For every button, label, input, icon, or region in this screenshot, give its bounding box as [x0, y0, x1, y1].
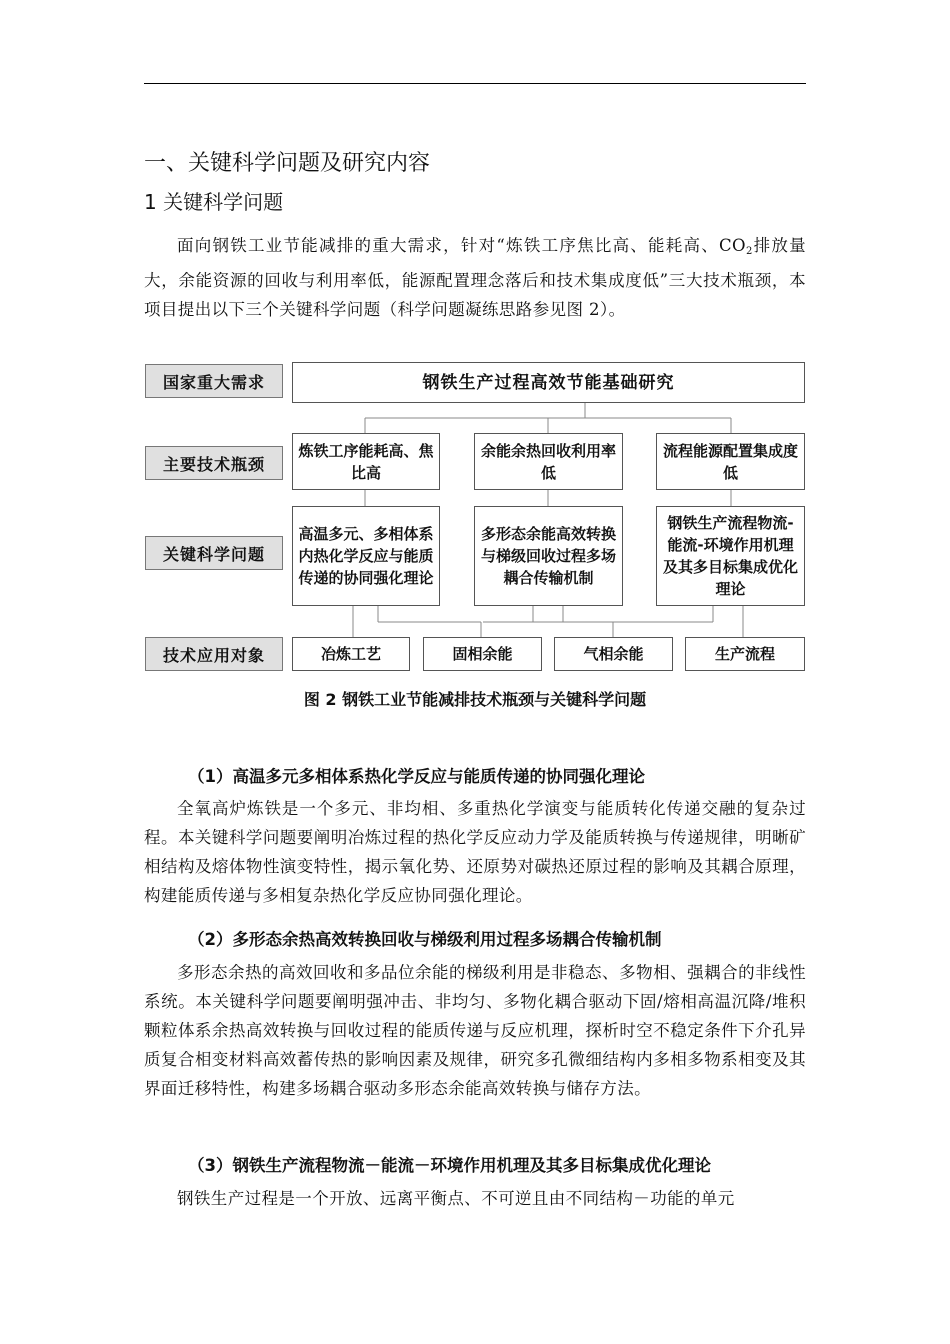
- section-title: 一、关键科学问题及研究内容: [144, 151, 431, 176]
- row-label-application: 技术应用对象: [145, 637, 283, 671]
- bottleneck-node-1: 炼铁工序能耗高、焦比高: [292, 433, 440, 490]
- figure-2-diagram: [143, 360, 808, 678]
- top-research-node: 钢铁生产过程高效节能基础研究: [292, 362, 805, 403]
- problem-2-body: 多形态余热的高效回收和多品位余能的梯级利用是非稳态、多物相、强耦合的非线性系统。本关键科学问题要阐明强冲击、非均匀、多物化耦合驱动下固/熔相高温沉降/堆积颗粒体系余热高效转换与回收过程的能质传递与反应机理，探析时空不稳定条件下介孔异质复合相变材料高效蓄传热的影响因素及规律，研究多孔微细结构内多相多物系相变及其界面迁移特性，构建多场耦合驱动多形态余能高效转换与储存方法。: [144, 963, 806, 1098]
- application-node-4: 生产流程: [685, 637, 805, 671]
- problem-1-heading: （1）高温多元多相体系热化学反应与能质传递的协同强化理论: [188, 767, 645, 786]
- intro-paragraph: [144, 231, 806, 324]
- co2-subscript: 2: [746, 246, 753, 257]
- problem-1-body: 全氧高炉炼铁是一个多元、非均相、多重热化学演变与能质转化传递交融的复杂过程。本关键科学问题要阐明冶炼过程的热化学反应动力学及能质转换与传递规律，明晰矿相结构及熔体物性演变特性，揭示氧化势、还原势对碳热还原过程的影响及其耦合原理，构建能质传递与多相复杂热化学反应协同强化理论。: [144, 799, 806, 905]
- row-label-national-demand: 国家重大需求: [145, 364, 283, 398]
- application-node-2: 固相余能: [423, 637, 542, 671]
- intro-text-after: 排放量大，余能资源的回收与利用率低，能源配置理念落后和技术集成度低”三大技术瓶颈，本项目提出以下三个关键科学问题（科学问题凝练思路参见图 2）。: [144, 236, 807, 319]
- figure-caption: 图 2 钢铁工业节能减排技术瓶颈与关键科学问题: [303, 690, 647, 709]
- problem-node-3: 钢铁生产流程物流-能流-环境作用机理及其多目标集成优化理论: [656, 506, 805, 606]
- bottleneck-node-3: 流程能源配置集成度低: [656, 433, 805, 490]
- problem-3-body: 钢铁生产过程是一个开放、远离平衡点、不可逆且由不同结构－功能的单元: [177, 1189, 735, 1208]
- row-label-tech-bottleneck: 主要技术瓶颈: [145, 446, 283, 480]
- problem-node-1: 高温多元、多相体系内热化学反应与能质传递的协同强化理论: [292, 506, 440, 606]
- bottleneck-node-2: 余能余热回收利用率低: [474, 433, 623, 490]
- intro-text-before: 面向钢铁工业节能减排的重大需求，针对“炼铁工序焦比高、能耗高、CO: [177, 236, 746, 255]
- problem-2-heading: （2）多形态余热高效转换回收与梯级利用过程多场耦合传输机制: [188, 930, 662, 949]
- header-rule: [144, 83, 806, 84]
- problem-3-heading: （3）钢铁生产流程物流－能流－环境作用机理及其多目标集成优化理论: [188, 1156, 711, 1175]
- application-node-1: 冶炼工艺: [292, 637, 410, 671]
- application-node-3: 气相余能: [554, 637, 673, 671]
- subsection-title: 1 关键科学问题: [144, 190, 284, 214]
- problem-node-2: 多形态余能高效转换与梯级回收过程多场耦合传输机制: [474, 506, 623, 606]
- row-label-key-problem: 关键科学问题: [145, 536, 283, 570]
